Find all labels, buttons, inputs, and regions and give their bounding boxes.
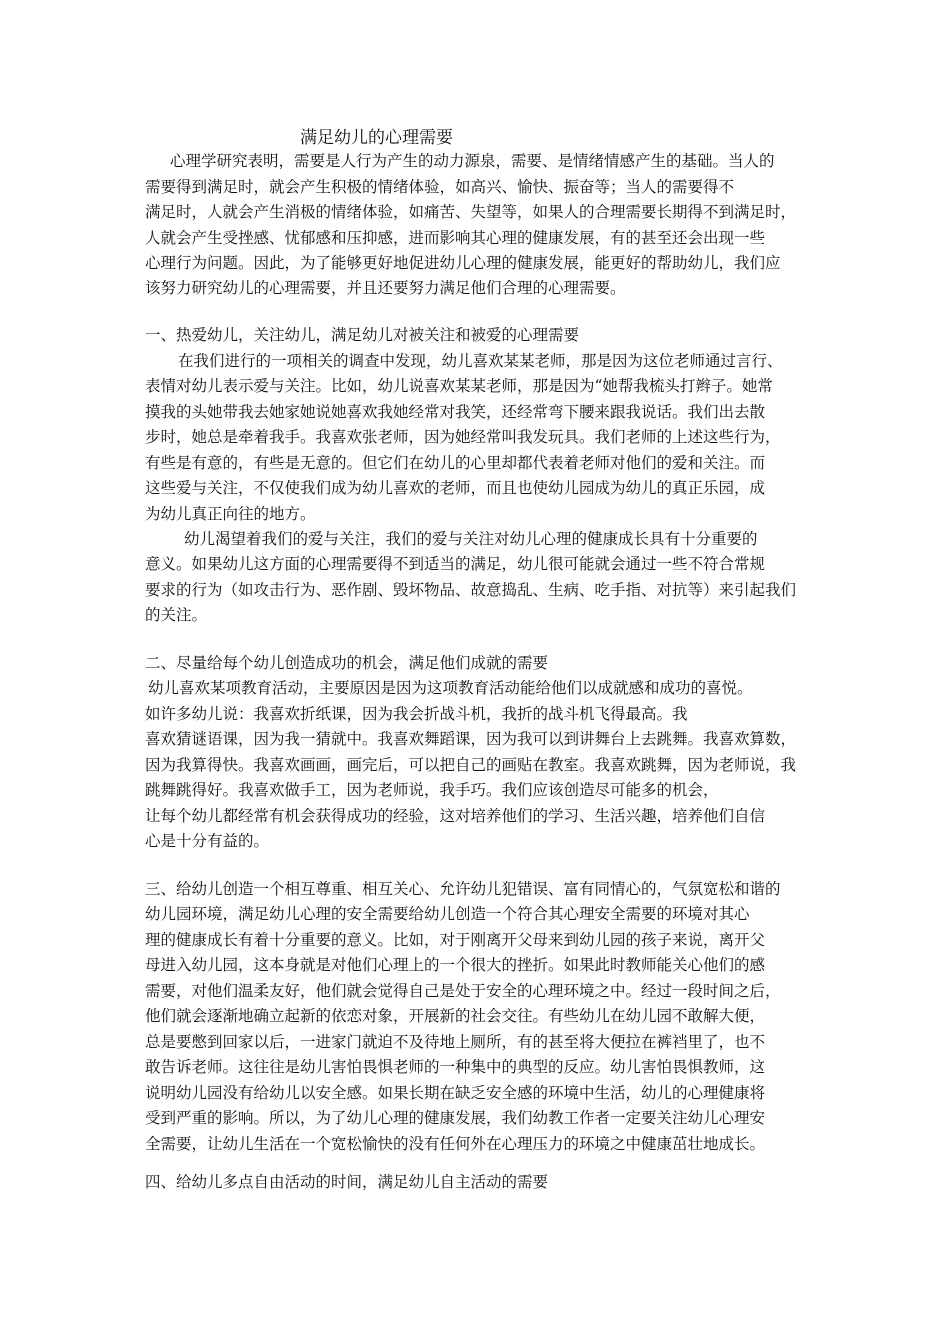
text-line: 如许多幼儿说：我喜欢折纸课，因为我会折战斗机，我折的战斗机飞得最高。我 <box>145 705 688 723</box>
text-line: 总是要憋到回家以后，一进家门就迫不及待地上厕所，有的甚至将大便拉在裤裆里了，也不 <box>145 1033 766 1051</box>
document-title: 满足幼儿的心理需要 <box>300 128 453 148</box>
text-line: 为幼儿真正向往的地方。 <box>145 505 316 523</box>
text-line: 全需要，让幼儿生活在一个宽松愉快的没有任何外在心理压力的环境之中健康茁壮地成长。 <box>145 1135 766 1153</box>
text-line: 在我们进行的一项相关的调查中发现，幼儿喜欢某某老师，那是因为这位老师通过言行、 <box>178 352 783 370</box>
text-line: 母进入幼儿园，这本身就是对他们心理上的一个很大的挫折。如果此时教师能关心他们的感 <box>145 956 766 974</box>
text-line: 有些是有意的，有些是无意的。但它们在幼儿的心里却都代表着老师对他们的爱和关注。而 <box>145 454 766 472</box>
text-line: 满足时，人就会产生消极的情绪体验，如痛苦、失望等，如果人的合理需要长期得不到满足时， <box>145 203 797 221</box>
text-line: 心是十分有益的。 <box>145 832 270 850</box>
section-heading: 三、给幼儿创造一个相互尊重、相互关心、允许幼儿犯错误、富有同情心的，气氛宽松和谐的 <box>145 880 781 898</box>
text-line: 因为我算得快。我喜欢画画，画完后，可以把自己的画贴在教室。我喜欢跳舞，因为老师说，我 <box>145 756 797 774</box>
text-line: 这些爱与关注，不仅使我们成为幼儿喜欢的老师，而且也使幼儿园成为幼儿的真正乐园，成 <box>145 479 766 497</box>
text-line: 理的健康成长有着十分重要的意义。比如，对于刚离开父母来到幼儿园的孩子来说，离开父 <box>145 931 766 949</box>
text-line: 幼儿渴望着我们的爱与关注，我们的爱与关注对幼儿心理的健康成长具有十分重要的 <box>184 530 758 548</box>
text-line: 让每个幼儿都经常有机会获得成功的经验，这对培养他们的学习、生活兴趣，培养他们自信 <box>145 807 766 825</box>
text-line: 的关注。 <box>145 606 208 624</box>
text-line: 敢告诉老师。这往往是幼儿害怕畏惧老师的一种集中的典型的反应。幼儿害怕畏惧教师，这 <box>145 1058 766 1076</box>
text-line: 心理学研究表明，需要是人行为产生的动力源泉，需要、是情绪情感产生的基础。当人的 <box>170 152 775 170</box>
text-line: 需要得到满足时，就会产生积极的情绪体验，如高兴、愉快、振奋等；当人的需要得不 <box>145 178 735 196</box>
text-line: 需要，对他们温柔友好，他们就会觉得自己是处于安全的心理环境之中。经过一段时间之后， <box>145 982 781 1000</box>
text-line: 人就会产生受挫感、忧郁感和压抑感，进而影响其心理的健康发展，有的甚至还会出现一些 <box>145 229 766 247</box>
text-line: 说明幼儿园没有给幼儿以安全感。如果长期在缺乏安全感的环境中生活，幼儿的心理健康将 <box>145 1084 766 1102</box>
text-line: 要求的行为（如攻击行为、恶作剧、毁坏物品、故意捣乱、生病、吃手指、对抗等）来引起我们 <box>145 581 797 599</box>
text-line: 幼儿喜欢某项教育活动，主要原因是因为这项教育活动能给他们以成就感和成功的喜悦。 <box>148 679 753 697</box>
text-line: 步时，她总是牵着我手。我喜欢张老师，因为她经常叫我发玩具。我们老师的上述这些行为， <box>145 428 781 446</box>
section-heading: 一、热爱幼儿，关注幼儿，满足幼儿对被关注和被爱的心理需要 <box>145 326 580 344</box>
text-line: 幼儿园环境，满足幼儿心理的安全需要给幼儿创造一个符合其心理安全需要的环境对其心 <box>145 905 750 923</box>
text-line: 心理行为问题。因此，为了能够更好地促进幼儿心理的健康发展，能更好的帮助幼儿，我们应 <box>145 254 781 272</box>
text-line: 跳舞跳得好。我喜欢做手工，因为老师说，我手巧。我们应该创造尽可能多的机会， <box>145 781 719 799</box>
text-line: 喜欢猜谜语课，因为我一猜就中。我喜欢舞蹈课，因为我可以到讲舞台上去跳舞。我喜欢算数， <box>145 730 797 748</box>
text-line: 他们就会逐渐地确立起新的依恋对象，开展新的社会交往。有些幼儿在幼儿园不敢解大便， <box>145 1007 766 1025</box>
text-line: 表情对幼儿表示爱与关注。比如，幼儿说喜欢某某老师，那是因为“她帮我梳头打辫子。她常 <box>145 377 773 395</box>
text-line: 摸我的头她带我去她家她说她喜欢我她经常对我笑，还经常弯下腰来跟我说话。我们出去散 <box>145 403 766 421</box>
text-line: 该努力研究幼儿的心理需要，并且还要努力满足他们合理的心理需要。 <box>145 279 626 297</box>
text-line: 受到严重的影响。所以，为了幼儿心理的健康发展，我们幼教工作者一定要关注幼儿心理安 <box>145 1109 766 1127</box>
section-heading: 二、尽量给每个幼儿创造成功的机会，满足他们成就的需要 <box>145 654 549 672</box>
text-line: 意义。如果幼儿这方面的心理需要得不到适当的满足，幼儿很可能就会通过一些不符合常规 <box>145 555 766 573</box>
section-heading: 四、给幼儿多点自由活动的时间，满足幼儿自主活动的需要 <box>145 1173 549 1191</box>
